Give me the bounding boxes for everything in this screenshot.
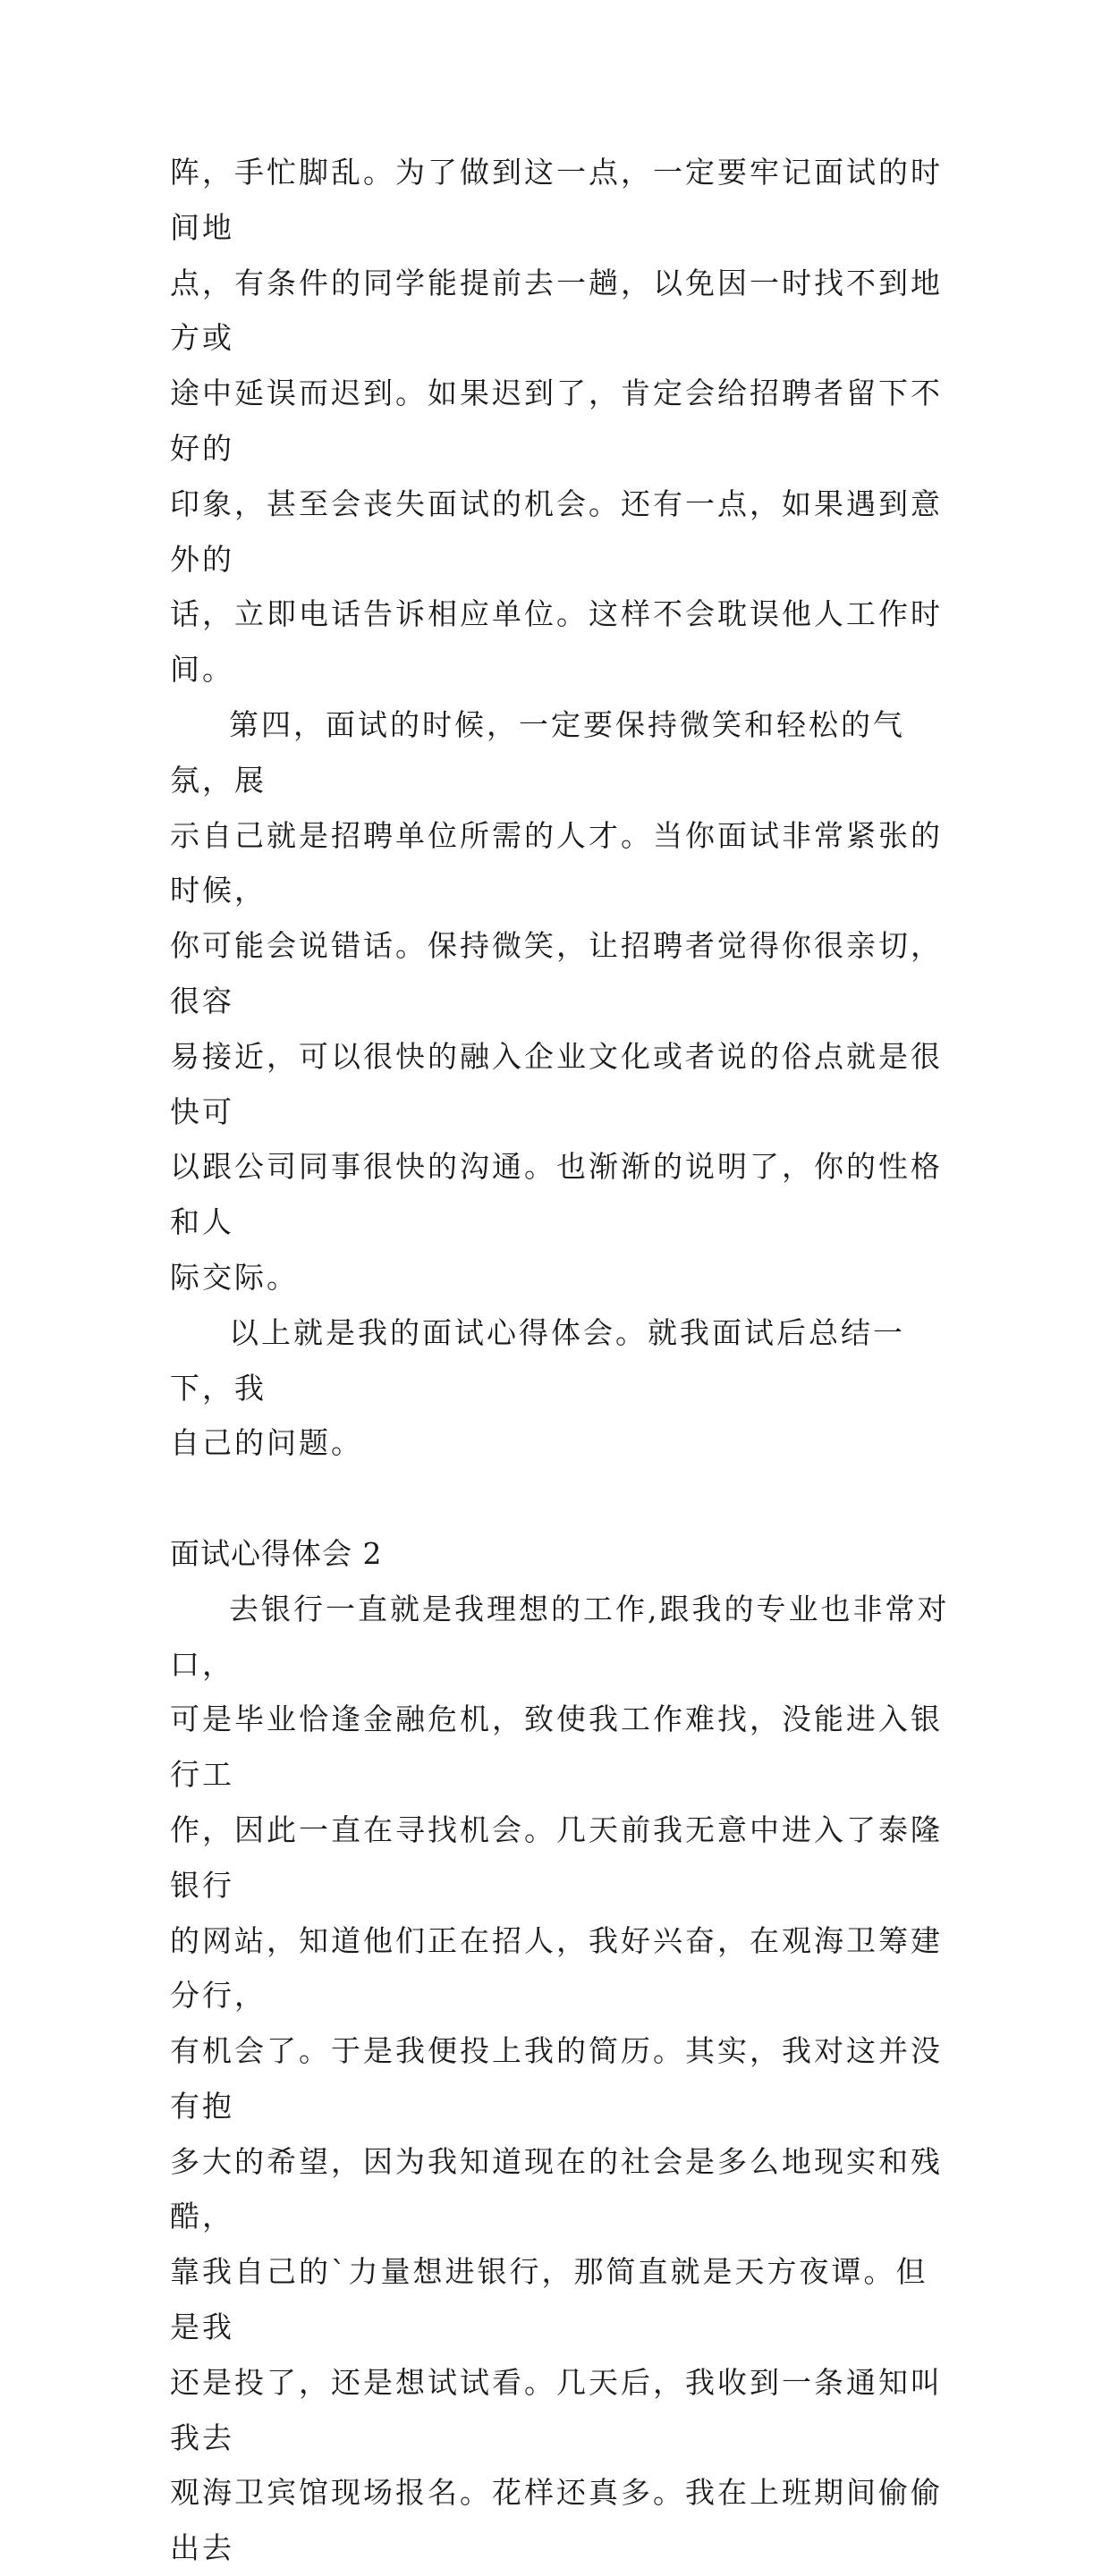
text-line: 多大的希望，因为我知道现在的社会是多么地现实和残酷， <box>170 2143 943 2234</box>
text-line: 阵，手忙脚乱。为了做到这一点，一定要牢记面试的时间地 <box>170 155 943 245</box>
paragraph-fourth-point <box>170 697 957 1305</box>
text-line: 途中延误而迟到。如果迟到了，肯定会给招聘者留下不好的 <box>170 376 943 466</box>
text-line: 靠我自己的`力量想进银行，那简直就是天方夜谭。但是我 <box>170 2254 928 2345</box>
text-line: 去银行一直就是我理想的工作,跟我的专业也非常对口， <box>170 1591 950 1682</box>
text-line: 第四，面试的时候，一定要保持微笑和轻松的气氛，展 <box>170 706 905 798</box>
text-line: 以上就是我的面试心得体会。就我面试后总结一下，我 <box>170 1314 905 1406</box>
text-line: 自己的问题。 <box>170 1425 363 1461</box>
text-line: 还是投了，还是想试试看。几天后，我收到一条通知叫我去 <box>170 2364 943 2455</box>
document-body <box>170 145 957 2576</box>
text-line: 的网站，知道他们正在招人，我好兴奋，在观海卫筹建分行， <box>170 1922 943 2014</box>
text-line: 以跟公司同事很快的沟通。也渐渐的说明了，你的性格和人 <box>170 1149 943 1240</box>
paragraph-bank-interview <box>170 1582 957 2576</box>
text-line: 易接近，可以很快的融入企业文化或者说的俗点就是很快可 <box>170 1038 943 1129</box>
text-line: 可是毕业恰逢金融危机，致使我工作难找，没能进入银行工 <box>170 1702 943 1793</box>
text-line: 点，有条件的同学能提前去一趟，以免因一时找不到地方或 <box>170 265 943 356</box>
paragraph-summary <box>170 1305 957 1471</box>
text-line: 你可能会说错话。保持微笑，让招聘者觉得你很亲切，很容 <box>170 928 943 1018</box>
text-line: 际交际。 <box>170 1259 299 1295</box>
text-line: 话，立即电话告诉相应单位。这样不会耽误他人工作时间。 <box>170 596 943 688</box>
text-line: 有机会了。于是我便投上我的简历。其实，我对这并没有抱 <box>170 2033 943 2124</box>
paragraph-arrival-tips <box>170 145 957 697</box>
text-line: 印象，甚至会丧失面试的机会。还有一点，如果遇到意外的 <box>170 486 943 577</box>
text-line: 示自己就是招聘单位所需的人才。当你面试非常紧张的时候， <box>170 817 943 908</box>
text-line: 作，因此一直在寻找机会。几天前我无意中进入了泰隆银行 <box>170 1812 943 1903</box>
text-line: 观海卫宾馆现场报名。花样还真多。我在上班期间偷偷出去 <box>170 2475 943 2566</box>
section-heading: 面试心得体会 2 <box>170 1535 383 1571</box>
